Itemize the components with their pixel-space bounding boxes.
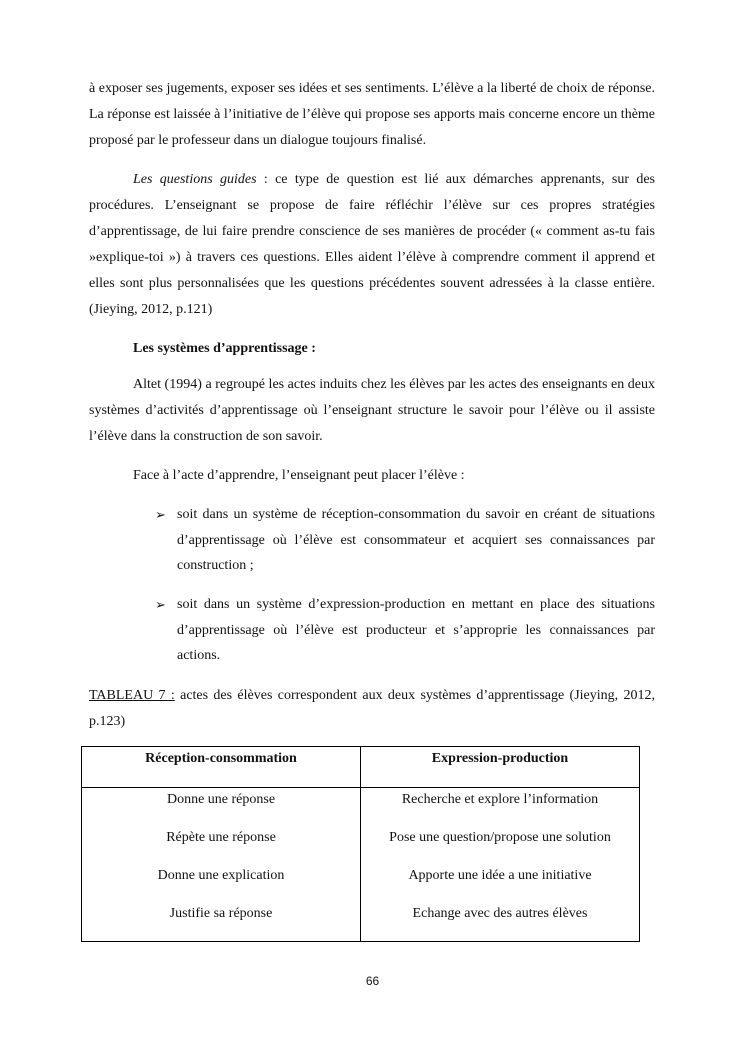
table-caption-label: TABLEAU 7 : [89, 688, 175, 703]
page-number: 66 [365, 974, 380, 988]
questions-guides-text: : ce type de question est lié aux démarches apprenants, sur des procédures. L’enseignant se propose de faire réfléchir l’élève sur ces propres stratégies d’apprentissage, de lui faire prendre conscience de ses manières de procéder (« comment as-tu fais »explique-toi ») à travers ces questions. Elles aident l’élève à comprendre comment il apprend et elles sont plus personnalisées que les questions précédentes souvent adressées à la classe entière. (Jieying, 2012, p.121) [89, 172, 656, 317]
paragraph-intro: à exposer ses jugements, exposer ses idées et ses sentiments. L’élève a la liberté de choix de réponse. La réponse est laissée à l’initiative de l’élève qui propose ses apports mais concerne encore un thème proposé par le professeur dans un dialogue toujours finalisé. [89, 81, 656, 148]
bullet-item [155, 502, 655, 579]
table-item: Apporte une idée a une initiative [408, 868, 592, 883]
table-item: Echange avec des autres élèves [412, 906, 588, 921]
arrow-bullet-icon: ➢ [155, 597, 166, 612]
table-header: Expression-production [361, 747, 640, 788]
bullet-text: soit dans un système de réception-consommation du savoir en créant de situations d’apprentissage où l’élève est consommateur et acquiert ses connaissances par construction ; [177, 507, 655, 573]
table-caption [89, 683, 655, 735]
table-item: Répète une réponse [166, 830, 276, 845]
paragraph-altet: Altet (1994) a regroupé les actes induits chez les élèves par les actes des enseignants en deux systèmes d’activités d’apprentissage où l’enseignant structure le savoir pour l’élève ou il assiste l’élève dans la construction de son savoir. [89, 377, 655, 444]
paragraph-questions-guides [89, 167, 655, 323]
paragraph-face-acte: Face à l’acte d’apprendre, l’enseignant peut placer l’élève : [133, 468, 465, 483]
bullet-item [155, 592, 655, 669]
learning-systems-table [81, 746, 640, 942]
questions-guides-term: Les questions guides [133, 172, 257, 187]
table-cell [361, 788, 640, 942]
table-item: Donne une explication [157, 868, 285, 883]
table-item: Recherche et explore l’information [401, 792, 599, 807]
section-heading: Les systèmes d’apprentissage : [133, 341, 316, 356]
table-caption-text: actes des élèves correspondent aux deux systèmes d’apprentissage (Jieying, 2012, p.123) [89, 688, 655, 729]
table-item: Donne une réponse [166, 792, 276, 807]
table-header: Réception-consommation [82, 747, 361, 788]
table-item: Pose une question/propose une solution [389, 830, 611, 845]
table-item: Justifie sa réponse [169, 906, 273, 921]
bullet-text: soit dans un système d’expression-production en mettant en place des situations d’apprentissage où l’élève est producteur et s’approprie les connaissances par actions. [177, 597, 655, 663]
table-cell [82, 788, 361, 942]
arrow-bullet-icon: ➢ [155, 507, 166, 522]
